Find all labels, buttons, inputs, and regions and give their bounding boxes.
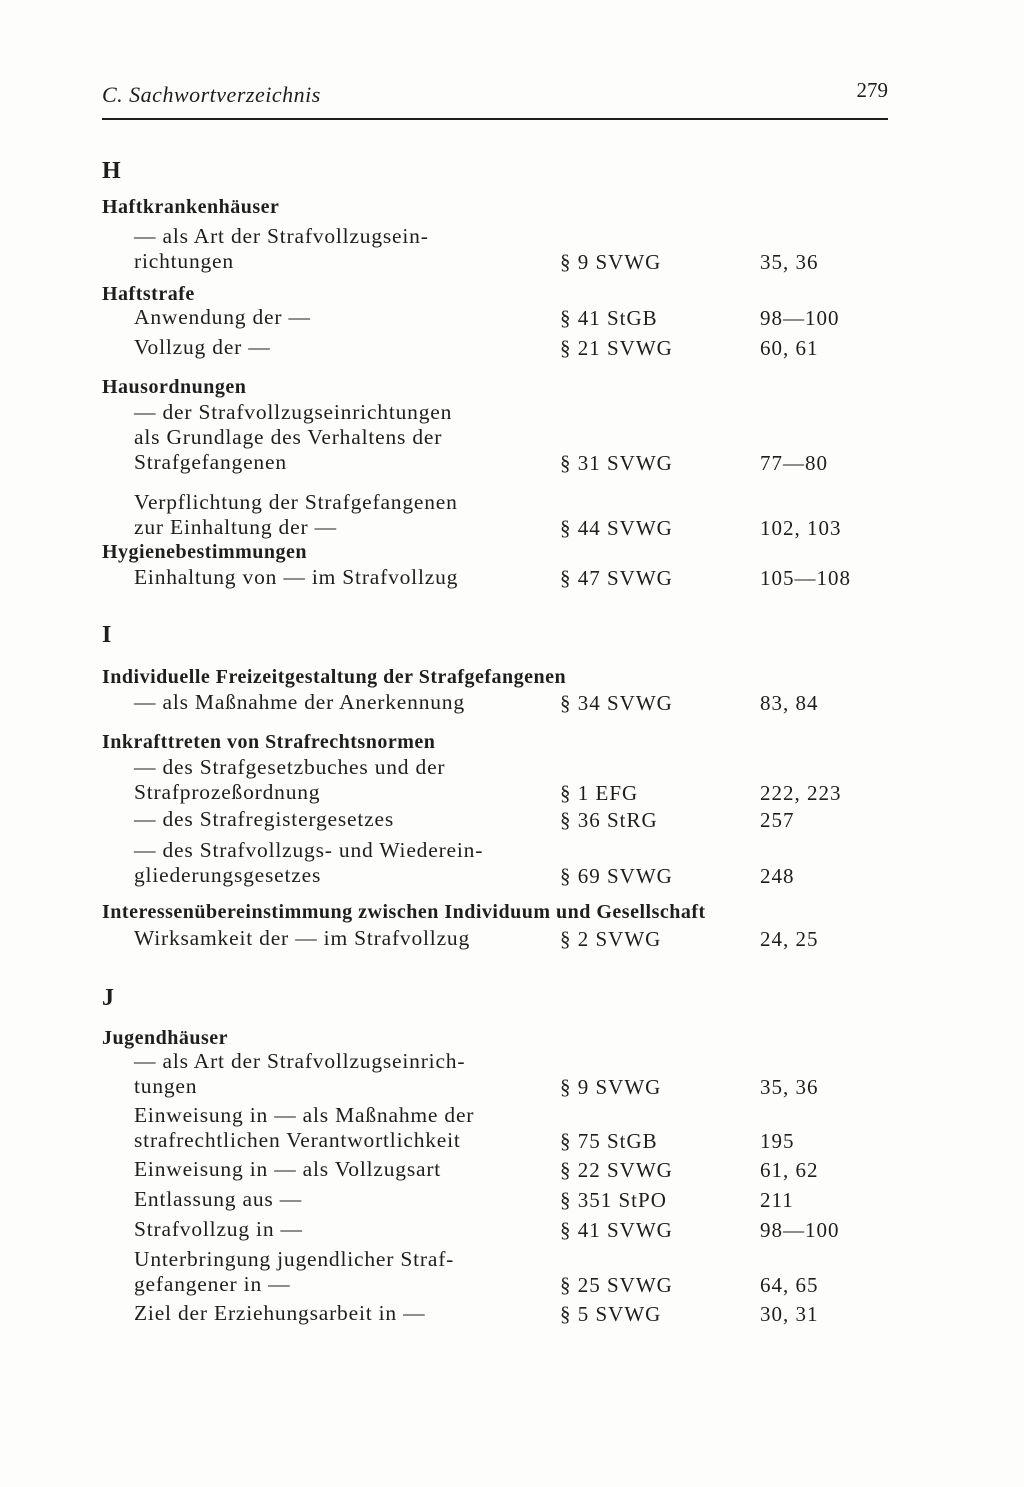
subentry-text: als Grundlage des Verhaltens der bbox=[134, 425, 443, 449]
page-reference: 195 bbox=[760, 1129, 795, 1153]
entry-heading: Haftkrankenhäuser bbox=[102, 196, 280, 218]
page-reference: 248 bbox=[760, 864, 795, 888]
subentry-text: gefangener in — bbox=[134, 1272, 291, 1296]
subentry-text: Vollzug der — bbox=[134, 335, 271, 359]
page-reference: 98—100 bbox=[760, 1218, 840, 1242]
page-reference: 60, 61 bbox=[760, 336, 819, 360]
legal-reference: § 1 EFG bbox=[560, 781, 639, 805]
subentry-text: — des Strafgesetzbuches und der bbox=[134, 755, 446, 779]
page-reference: 64, 65 bbox=[760, 1273, 819, 1297]
page-reference: 211 bbox=[760, 1188, 794, 1212]
legal-reference: § 47 SVWG bbox=[560, 566, 673, 590]
subentry-text: Anwendung der — bbox=[134, 305, 311, 329]
legal-reference: § 9 SVWG bbox=[560, 1075, 662, 1099]
subentry-text: — als Art der Strafvollzugseinrich- bbox=[134, 1049, 466, 1073]
legal-reference: § 25 SVWG bbox=[560, 1273, 673, 1297]
subentry-text: Einweisung in — als Vollzugsart bbox=[134, 1157, 442, 1181]
legal-reference: § 351 StPO bbox=[560, 1188, 667, 1212]
header-rule bbox=[102, 118, 888, 120]
subentry-text: strafrechtlichen Verantwortlichkeit bbox=[134, 1128, 461, 1152]
subentry-text: Einweisung in — als Maßnahme der bbox=[134, 1103, 475, 1127]
legal-reference: § 21 SVWG bbox=[560, 336, 673, 360]
entry-heading: Haftstrafe bbox=[102, 283, 195, 305]
page-number: 279 bbox=[856, 78, 888, 102]
subentry-text: — als Maßnahme der Anerkennung bbox=[134, 690, 465, 714]
section-letter: H bbox=[102, 158, 122, 184]
section-letter: I bbox=[102, 622, 113, 648]
legal-reference: § 75 StGB bbox=[560, 1129, 658, 1153]
subentry-text: Strafgefangenen bbox=[134, 450, 287, 474]
legal-reference: § 41 SVWG bbox=[560, 1218, 673, 1242]
page-reference: 61, 62 bbox=[760, 1158, 819, 1182]
subentry-text: tungen bbox=[134, 1074, 198, 1098]
page-reference: 102, 103 bbox=[760, 516, 842, 540]
legal-reference: § 41 StGB bbox=[560, 306, 658, 330]
entry-heading: Inkrafttreten von Strafrechtsnormen bbox=[102, 731, 436, 753]
entry-heading: Hausordnungen bbox=[102, 376, 247, 398]
page-reference: 257 bbox=[760, 808, 795, 832]
page-reference: 24, 25 bbox=[760, 927, 819, 951]
page-reference: 77—80 bbox=[760, 451, 828, 475]
subentry-text: — der Strafvollzugseinrichtungen bbox=[134, 400, 453, 424]
subentry-text: Entlassung aus — bbox=[134, 1187, 303, 1211]
legal-reference: § 44 SVWG bbox=[560, 516, 673, 540]
page-reference: 35, 36 bbox=[760, 1075, 819, 1099]
page-reference: 35, 36 bbox=[760, 250, 819, 274]
subentry-text: zur Einhaltung der — bbox=[134, 515, 337, 539]
subentry-text: — des Strafvollzugs- und Wiederein- bbox=[134, 838, 484, 862]
subentry-text: Strafvollzug in — bbox=[134, 1217, 303, 1241]
page-reference: 30, 31 bbox=[760, 1302, 819, 1326]
entry-heading: Jugendhäuser bbox=[102, 1027, 229, 1049]
entry-heading: Individuelle Freizeitgestaltung der Strafgefangenen bbox=[102, 666, 567, 688]
legal-reference: § 69 SVWG bbox=[560, 864, 673, 888]
legal-reference: § 34 SVWG bbox=[560, 691, 673, 715]
subentry-text: Strafprozeßordnung bbox=[134, 780, 321, 804]
page-reference: 83, 84 bbox=[760, 691, 819, 715]
page-reference: 222, 223 bbox=[760, 781, 842, 805]
legal-reference: § 9 SVWG bbox=[560, 250, 662, 274]
subentry-text: Einhaltung von — im Strafvollzug bbox=[134, 565, 459, 589]
subentry-text: Verpflichtung der Strafgefangenen bbox=[134, 490, 458, 514]
legal-reference: § 31 SVWG bbox=[560, 451, 673, 475]
legal-reference: § 2 SVWG bbox=[560, 927, 662, 951]
subentry-text: Unterbringung jugendlicher Straf- bbox=[134, 1247, 455, 1271]
subentry-text: — des Strafregistergesetzes bbox=[134, 807, 395, 831]
running-header-title: C. Sachwortverzeichnis bbox=[102, 82, 321, 107]
subentry-text: gliederungsgesetzes bbox=[134, 863, 322, 887]
subentry-text: — als Art der Strafvollzugsein- bbox=[134, 224, 429, 248]
legal-reference: § 22 SVWG bbox=[560, 1158, 673, 1182]
subentry-text: Ziel der Erziehungsarbeit in — bbox=[134, 1301, 426, 1325]
subentry-text: richtungen bbox=[134, 249, 234, 273]
legal-reference: § 36 StRG bbox=[560, 808, 658, 832]
entry-heading: Interessenübereinstimmung zwischen Individuum und Gesellschaft bbox=[102, 901, 706, 923]
page-reference: 98—100 bbox=[760, 306, 840, 330]
page-reference: 105—108 bbox=[760, 566, 851, 590]
section-letter: J bbox=[102, 985, 115, 1011]
subentry-text: Wirksamkeit der — im Strafvollzug bbox=[134, 926, 471, 950]
legal-reference: § 5 SVWG bbox=[560, 1302, 662, 1326]
entry-heading: Hygienebestimmungen bbox=[102, 541, 308, 563]
running-header bbox=[102, 78, 888, 118]
